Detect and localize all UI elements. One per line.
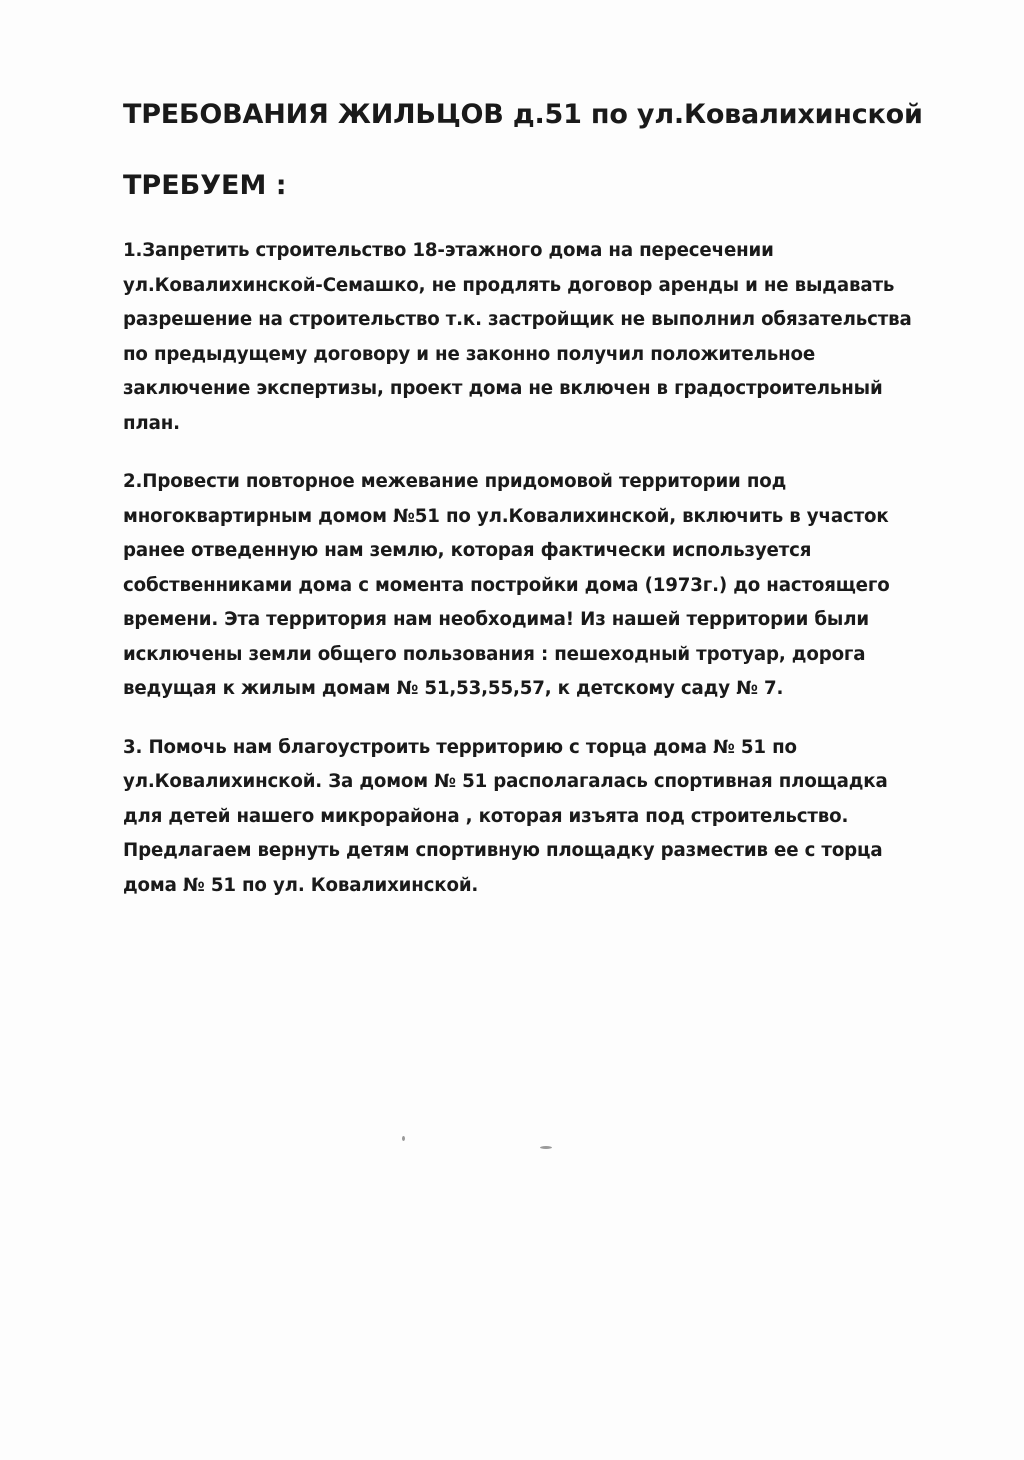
demand-line: дома № 51 по ул. Ковалихинской. <box>123 874 479 896</box>
demand-item-3 <box>123 731 943 904</box>
demand-line: 2.Провести повторное межевание придомовой территории под <box>123 471 787 492</box>
scan-speck <box>540 1146 552 1149</box>
demand-line: ул.Ковалихинской. За домом № 51 располагалась спортивная площадка <box>123 771 888 792</box>
document-body <box>123 95 943 927</box>
demand-item-1 <box>123 234 943 441</box>
document-title: ТРЕБОВАНИЯ ЖИЛЬЦОВ д.51 по ул.Ковалихинской <box>123 99 923 130</box>
demands-list <box>123 234 943 903</box>
demand-line: 1.Запретить строительство 18-этажного дома на пересечении <box>123 240 774 261</box>
demand-line: ул.Ковалихинской-Семашко, не продлять договор аренды и не выдавать <box>123 274 895 296</box>
demand-line: времени. Эта территория нам необходима! Из нашей территории были <box>123 609 869 630</box>
demand-line: заключение экспертизы, проект дома не включен в градостроительный <box>123 378 883 399</box>
demand-line: исключены земли общего пользования : пешеходный тротуар, дорога <box>123 643 866 665</box>
demand-line: собственниками дома с момента постройки дома (1973г.) до настоящего <box>123 574 890 596</box>
demand-line: ведущая к жилым домам № 51,53,55,57, к детскому саду № 7. <box>123 678 784 699</box>
demand-line: для детей нашего микрорайона , которая изъята под строительство. <box>123 805 849 827</box>
demand-line: 3. Помочь нам благоустроить территорию с торца дома № 51 по <box>123 736 797 758</box>
scan-speck <box>402 1136 405 1141</box>
demand-line: план. <box>123 412 180 434</box>
demand-line: разрешение на строительство т.к. застройщик не выполнил обязательства <box>123 309 912 330</box>
demand-line: ранее отведенную нам землю, которая фактически используется <box>123 540 812 561</box>
demand-line: по предыдущему договору и не законно получил положительное <box>123 343 816 365</box>
demand-item-2 <box>123 465 943 707</box>
document-subtitle: ТРЕБУЕМ : <box>123 170 287 201</box>
demand-line: многоквартирным домом №51 по ул.Ковалихинской, включить в участок <box>123 505 889 527</box>
demand-line: Предлагаем вернуть детям спортивную площадку разместив ее с торца <box>123 840 883 861</box>
